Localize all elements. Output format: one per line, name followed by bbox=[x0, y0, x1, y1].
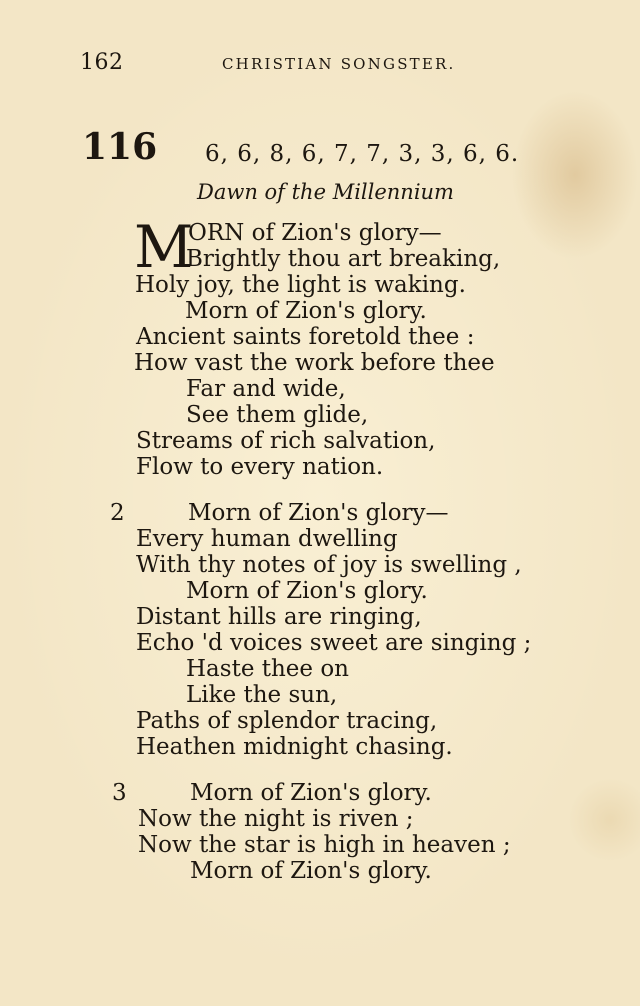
verse-line: Morn of Zion's glory. bbox=[190, 780, 432, 806]
hymn-title: Dawn of the Millennium bbox=[197, 180, 454, 204]
verse-line: Like the sun, bbox=[186, 682, 338, 708]
verse-line: See them glide, bbox=[186, 402, 369, 428]
verse-line: Holy joy, the light is waking. bbox=[135, 272, 466, 298]
verse-line: Streams of rich salvation, bbox=[136, 428, 436, 454]
verse-line: Now the star is high in heaven ; bbox=[138, 832, 511, 858]
verse-line: Haste thee on bbox=[186, 656, 349, 682]
stanza-number: 3 bbox=[112, 780, 127, 806]
verse-line: Brightly thou art breaking, bbox=[186, 246, 501, 272]
verse-line: With thy notes of joy is swelling , bbox=[136, 552, 522, 578]
hymn-number: 116 bbox=[82, 126, 158, 168]
verse-line: Every human dwelling bbox=[136, 526, 398, 552]
verse-line: Echo 'd voices sweet are singing ; bbox=[136, 630, 532, 656]
verse-line: How vast the work before thee bbox=[134, 350, 495, 376]
hymn-meter: 6, 6, 8, 6, 7, 7, 3, 3, 6, 6. bbox=[205, 141, 520, 167]
page-number: 162 bbox=[80, 50, 124, 75]
verse-line: Distant hills are ringing, bbox=[136, 604, 422, 630]
verse-line: Flow to every nation. bbox=[136, 454, 384, 480]
verse-line: Ancient saints foretold thee : bbox=[136, 324, 475, 350]
verse-line: Morn of Zion's glory. bbox=[185, 298, 427, 324]
verse-line: Heathen midnight chasing. bbox=[136, 734, 453, 760]
verse-line: Morn of Zion's glory. bbox=[186, 578, 428, 604]
running-head: CHRISTIAN SONGSTER. bbox=[222, 55, 456, 73]
verse-line: Morn of Zion's glory— bbox=[188, 500, 449, 526]
stanza-number: 2 bbox=[110, 500, 125, 526]
verse-line: Paths of splendor tracing, bbox=[136, 708, 438, 734]
verse-line: Now the night is riven ; bbox=[138, 806, 414, 832]
drop-cap: M bbox=[134, 213, 194, 281]
verse-line: ORN of Zion's glory— bbox=[188, 220, 442, 246]
verse-line: Morn of Zion's glory. bbox=[190, 858, 432, 884]
verse-line: Far and wide, bbox=[186, 376, 346, 402]
